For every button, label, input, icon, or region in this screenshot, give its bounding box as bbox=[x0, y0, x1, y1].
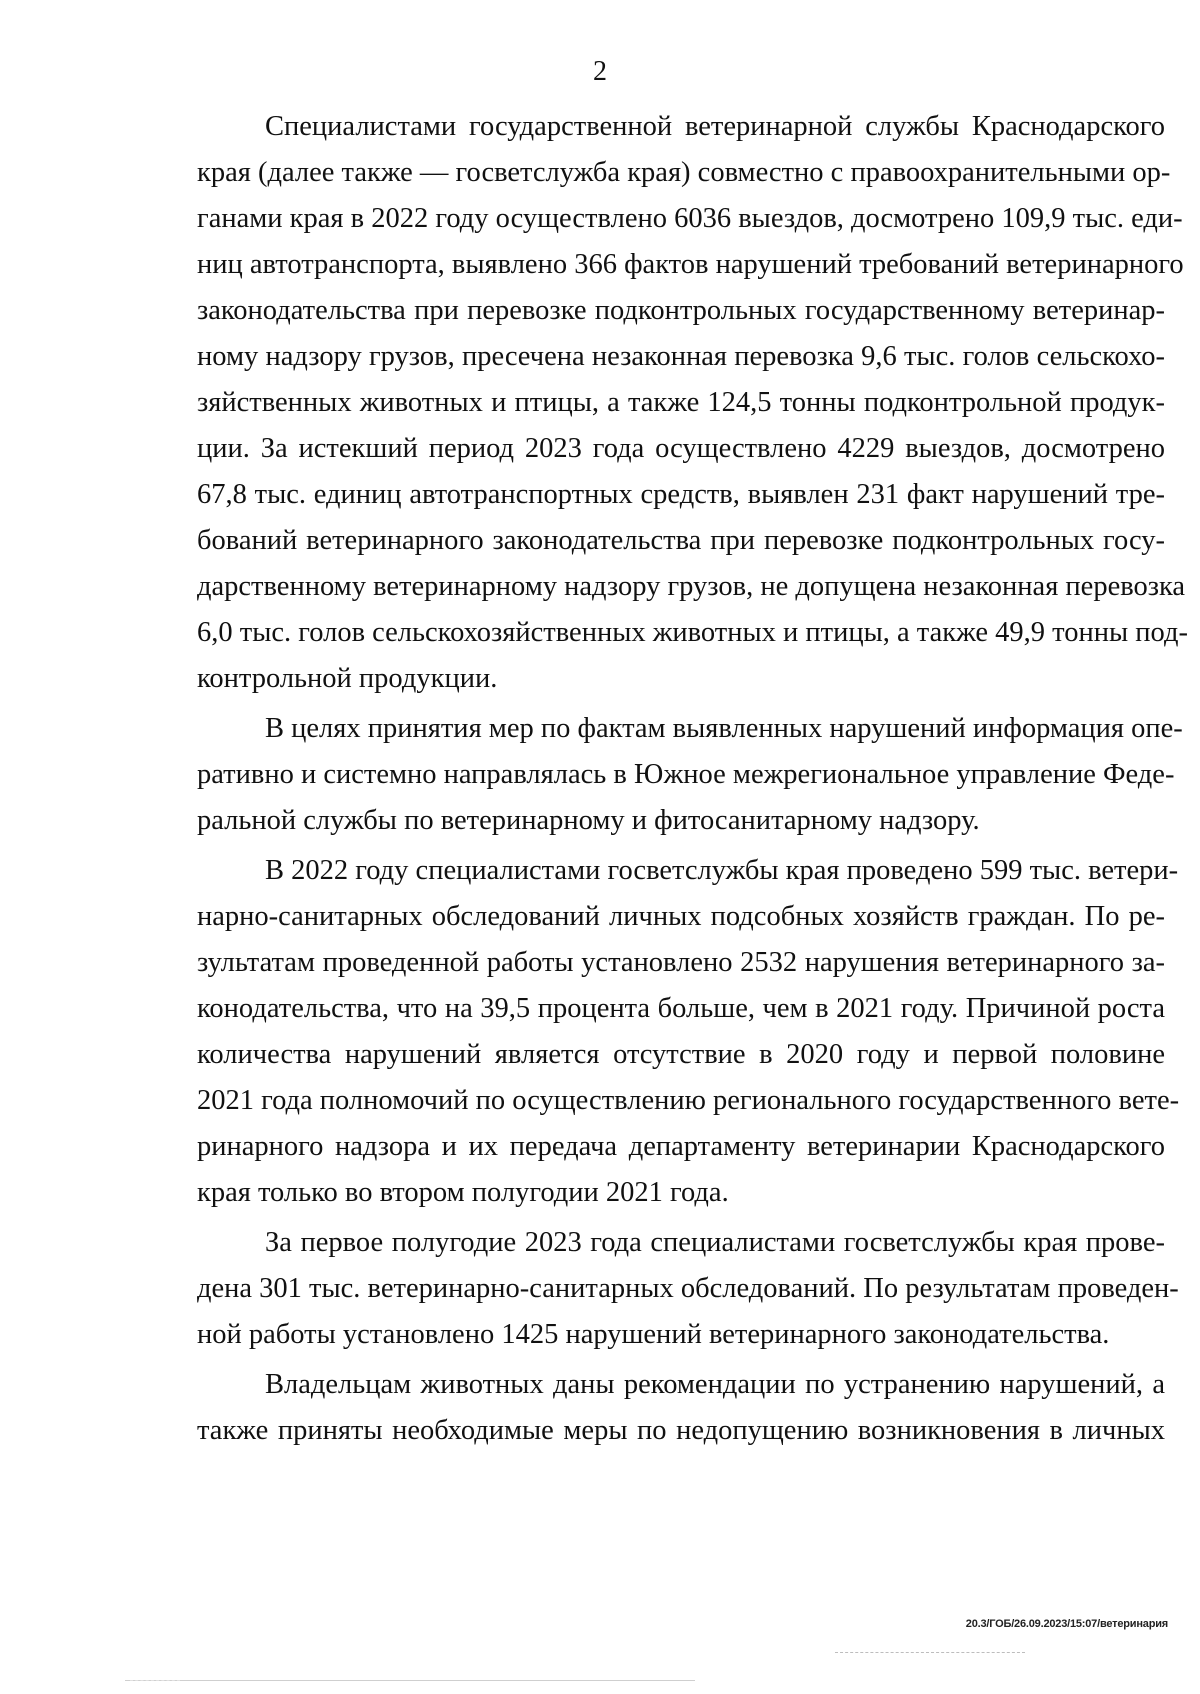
text-line: ниц автотранспорта, выявлено 366 фактов нарушений требований ветеринарного bbox=[197, 249, 1184, 280]
paragraph-2 bbox=[197, 706, 1183, 844]
paragraph-3 bbox=[197, 848, 1180, 1216]
text-line: В целях принятия мер по фактам выявленных нарушений информация опе- bbox=[265, 713, 1183, 744]
text-line: дарственному ветеринарному надзору грузов, не допущена незаконная перевозка bbox=[197, 571, 1186, 602]
text-line: 67,8 тыс. единиц автотранспортных средств, выявлен 231 факт нарушений тре- bbox=[197, 479, 1165, 510]
text-line: ной работы установлено 1425 нарушений ветеринарного законодательства. bbox=[197, 1319, 1110, 1350]
text-line: края (далее также — госветслужба края) совместно с правоохранительными ор- bbox=[197, 157, 1171, 188]
text-line: также приняты необходимые меры по недопущению возникновения в личных bbox=[197, 1415, 1165, 1446]
paragraph-1 bbox=[197, 104, 1188, 702]
text-line: ринарного надзора и их передача департаменту ветеринарии Краснодарского bbox=[197, 1131, 1165, 1162]
text-line: количества нарушений является отсутствие в 2020 году и первой половине bbox=[197, 1039, 1165, 1070]
scan-artifact-line bbox=[130, 1680, 180, 1681]
text-line: За первое полугодие 2023 года специалистами госветслужбы края прове- bbox=[265, 1227, 1165, 1258]
page-number: 2 bbox=[593, 56, 607, 87]
text-line: контрольной продукции. bbox=[197, 663, 498, 694]
scan-artifact-line bbox=[125, 1680, 695, 1681]
text-line: 2021 года полномочий по осуществлению регионального государственного вете- bbox=[197, 1085, 1180, 1116]
text-line: нарно-санитарных обследований личных подсобных хозяйств граждан. По ре- bbox=[197, 901, 1165, 932]
text-line: зультатам проведенной работы установлено 2532 нарушения ветеринарного за- bbox=[197, 947, 1165, 978]
text-line: Владельцам животных даны рекомендации по устранению нарушений, а bbox=[265, 1369, 1165, 1400]
text-line: законодательства при перевозке подконтрольных государственному ветеринар- bbox=[197, 295, 1165, 326]
text-line: ганами края в 2022 году осуществлено 6036 выездов, досмотрено 109,9 тыс. еди- bbox=[197, 203, 1183, 234]
text-line: зяйственных животных и птицы, а также 124,5 тонны подконтрольной продук- bbox=[197, 387, 1165, 418]
text-line: бований ветеринарного законодательства при перевозке подконтрольных госу- bbox=[197, 525, 1165, 556]
document-body bbox=[197, 104, 1188, 1458]
paragraph-4 bbox=[197, 1220, 1179, 1358]
text-line: края только во втором полугодии 2021 года. bbox=[197, 1177, 729, 1208]
scan-artifact-line bbox=[835, 1652, 1025, 1653]
text-line: ному надзору грузов, пресечена незаконная перевозка 9,6 тыс. голов сельскохо- bbox=[197, 341, 1165, 372]
text-line: конодательства, что на 39,5 процента больше, чем в 2021 году. Причиной роста bbox=[197, 993, 1165, 1024]
text-line: дена 301 тыс. ветеринарно-санитарных обследований. По результатам проведен- bbox=[197, 1273, 1179, 1304]
text-line: 6,0 тыс. голов сельскохозяйственных животных и птицы, а также 49,9 тонны под- bbox=[197, 617, 1188, 648]
text-line: ции. За истекший период 2023 года осуществлено 4229 выездов, досмотрено bbox=[197, 433, 1165, 464]
text-line: Специалистами государственной ветеринарной службы Краснодарского bbox=[265, 111, 1165, 142]
text-line: ративно и системно направлялась в Южное межрегиональное управление Феде- bbox=[197, 759, 1175, 790]
document-registration-code: 20.3/ГОБ/26.09.2023/15:07/ветеринария bbox=[965, 1618, 1168, 1630]
paragraph-5 bbox=[197, 1362, 1165, 1454]
text-line: ральной службы по ветеринарному и фитосанитарному надзору. bbox=[197, 805, 980, 836]
text-line: В 2022 году специалистами госветслужбы края проведено 599 тыс. ветери- bbox=[265, 855, 1179, 886]
